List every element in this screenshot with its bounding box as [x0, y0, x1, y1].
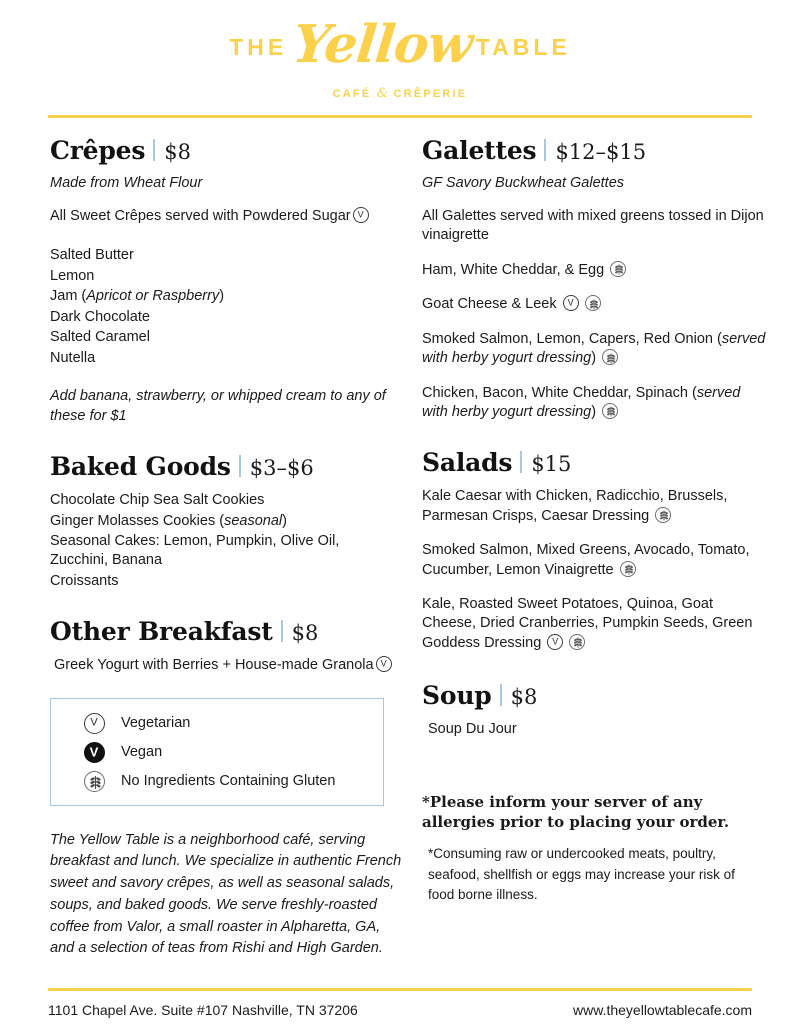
heading-separator-icon: [153, 139, 155, 161]
crepes-addon-note: Add banana, strawberry, or whipped cream to any of these for $1: [50, 387, 386, 424]
legend-label: Vegetarian: [121, 715, 191, 732]
section-price: $8: [291, 621, 319, 646]
crepes-subtitle: Made from Wheat Flour: [50, 175, 203, 191]
section-title: Baked Goods: [50, 452, 231, 482]
gluten-free-icon: [84, 771, 105, 792]
soup-item: Soup Du Jour: [428, 721, 517, 738]
list-item-label: Chicken, Bacon, White Cheddar, Spinach (: [422, 384, 697, 401]
heading-separator-icon: [281, 620, 283, 642]
legend-icon-cell: [67, 742, 121, 763]
list-item: Salted Caramel: [50, 329, 150, 346]
gluten-free-icon: [569, 634, 585, 650]
list-item: [422, 295, 766, 314]
section-heading-other-breakfast: [50, 617, 400, 646]
menu-column-right: [422, 136, 766, 960]
section-other-breakfast: [50, 617, 400, 675]
list-item-label: Smoked Salmon, Lemon, Capers, Red Onion (: [422, 330, 722, 347]
heading-separator-icon: [544, 139, 546, 161]
vegetarian-icon: [353, 207, 369, 223]
list-item-tail: ): [591, 403, 597, 420]
vegetarian-icon: [563, 295, 579, 311]
section-title: Crêpes: [50, 136, 146, 165]
legend-icon-cell: [67, 771, 121, 792]
other-breakfast-item-text: Greek Yogurt with Berries + House-made Granola: [54, 657, 374, 674]
list-item: [422, 487, 766, 526]
heading-separator-icon: [520, 451, 522, 473]
gluten-free-icon: [620, 561, 636, 577]
section-title: Salads: [422, 448, 513, 478]
list-item-tail: ): [591, 350, 597, 367]
section-baked-goods: [50, 452, 400, 591]
other-breakfast-item: [54, 656, 400, 675]
list-item-emphasis: seasonal: [224, 512, 283, 529]
menu-header: [0, 0, 800, 101]
about-blurb: The Yellow Table is a neighborhood café, serving breakfast and lunch. We specialize in authentic French sweet and savory crêpes, as well as seasonal salads, soups, and baked goods. We serve freshly-roasted coffee from Valor, a small roaster in Alpharetta, GA, and a selection of teas from Rishi and High Garden.: [50, 831, 402, 957]
logo-wordmark-yellow: Yellow: [290, 14, 476, 75]
gluten-free-icon: [655, 507, 671, 523]
brand-logo: [0, 14, 800, 75]
list-item: Chocolate Chip Sea Salt Cookies: [50, 492, 265, 509]
list-item: [50, 512, 400, 531]
section-price: $8: [510, 685, 538, 710]
legend-icon-cell: [67, 713, 121, 734]
galettes-served-note: All Galettes served with mixed greens tossed in Dijon vinaigrette: [422, 208, 764, 244]
list-item-emphasis: Apricot or Raspberry: [86, 288, 220, 305]
list-item: Dark Chocolate: [50, 308, 150, 325]
section-heading-crepes: [50, 136, 400, 165]
raw-food-disclaimer: *Consuming raw or undercooked meats, poultry, seafood, shellfish or eggs may increase your risk of food borne illness.: [428, 846, 735, 902]
list-item-emphasis: served with herby yogurt dressing: [422, 330, 766, 367]
list-item-tail: ): [282, 512, 287, 529]
list-item: [422, 595, 766, 653]
list-item-label: Ginger Molasses Cookies (: [50, 512, 225, 529]
list-item: [422, 384, 766, 423]
diet-legend-box: [50, 698, 384, 806]
logo-tagline: [0, 86, 800, 101]
menu-column-left: [50, 136, 422, 960]
list-item: [422, 261, 766, 280]
footer-website-link[interactable]: www.theyellowtablecafe.com: [573, 1002, 752, 1018]
vegetarian-icon: [547, 634, 563, 650]
section-price: $12–$15: [555, 140, 647, 164]
footer-row: [48, 1002, 752, 1018]
footer-address: 1101 Chapel Ave. Suite #107 Nashville, TN 37206: [48, 1002, 358, 1018]
spacer: [422, 766, 766, 792]
menu-body: [0, 136, 800, 960]
gluten-free-icon: [610, 261, 626, 277]
vegetarian-icon: [84, 713, 105, 734]
legend-row-vegetarian: [67, 713, 367, 734]
list-item-label: Kale, Roasted Sweet Potatoes, Quinoa, Goat Cheese, Dried Cranberries, Pumpkin Seeds, Green Goddess Dressing: [422, 596, 753, 651]
heading-separator-icon: [500, 684, 502, 706]
vegan-icon: [84, 742, 105, 763]
vegetarian-icon: [376, 656, 392, 672]
list-item: [50, 287, 400, 306]
section-heading-soup: [422, 681, 766, 710]
crepes-served-note: [50, 207, 400, 226]
list-item: Nutella: [50, 349, 96, 366]
gluten-free-icon: [602, 349, 618, 365]
list-item: Salted Butter: [50, 247, 134, 264]
logo-tagline-creperie: CRÊPERIE: [393, 88, 468, 100]
list-item: Seasonal Cakes: Lemon, Pumpkin, Olive Oil, Zucchini, Banana: [50, 532, 340, 569]
section-price: $15: [531, 452, 572, 477]
list-item-tail: ): [219, 288, 225, 305]
legend-row-vegan: [67, 742, 367, 763]
menu-footer: [48, 988, 752, 1018]
baked-goods-item-list: [50, 491, 400, 591]
section-crepes: [50, 136, 400, 426]
list-item: Lemon: [50, 267, 95, 284]
logo-word-the: THE: [229, 33, 288, 60]
gluten-free-icon: [585, 295, 601, 311]
section-salads: [422, 448, 766, 653]
header-divider: [48, 115, 752, 118]
heading-separator-icon: [239, 455, 241, 477]
section-price: $3–$6: [249, 456, 314, 481]
section-title: Soup: [422, 681, 492, 711]
list-item-label: Smoked Salmon, Mixed Greens, Avocado, Tomato, Cucumber, Lemon Vinaigrette: [422, 542, 750, 578]
list-item: [422, 330, 766, 369]
allergy-note: *Please inform your server of any allergies prior to placing your order.: [422, 792, 730, 831]
section-price: $8: [164, 140, 191, 164]
section-heading-salads: [422, 448, 766, 477]
list-item-label: Jam (: [50, 288, 87, 305]
footer-divider: [48, 988, 752, 991]
legend-label: No Ingredients Containing Gluten: [121, 773, 336, 790]
section-heading-baked-goods: [50, 452, 400, 481]
section-title: Other Breakfast: [50, 617, 273, 647]
list-item-label: Goat Cheese & Leek: [422, 296, 557, 313]
section-soup: [422, 681, 766, 739]
section-title: Galettes: [422, 136, 537, 165]
logo-tagline-ampersand: &: [376, 86, 389, 101]
list-item-label: Kale Caesar with Chicken, Radicchio, Brussels, Parmesan Crisps, Caesar Dressing: [422, 488, 728, 524]
galettes-subtitle: GF Savory Buckwheat Galettes: [422, 175, 625, 191]
legend-row-gluten-free: [67, 771, 367, 792]
section-heading-galettes: [422, 136, 766, 165]
list-item-emphasis: served with herby yogurt dressing: [422, 384, 741, 420]
spacer: [50, 369, 400, 387]
list-item: Croissants: [50, 572, 119, 589]
logo-tagline-cafe: CAFÉ: [332, 88, 372, 100]
crepes-served-note-text: All Sweet Crêpes served with Powdered Sugar: [50, 208, 351, 224]
list-item-label: Ham, White Cheddar, & Egg: [422, 261, 605, 278]
gluten-free-icon: [602, 403, 618, 419]
list-item: [422, 541, 766, 580]
crepes-item-list: [50, 246, 400, 368]
legend-label: Vegan: [121, 744, 163, 761]
section-galettes: [422, 136, 766, 422]
logo-word-table: TABLE: [475, 33, 571, 60]
